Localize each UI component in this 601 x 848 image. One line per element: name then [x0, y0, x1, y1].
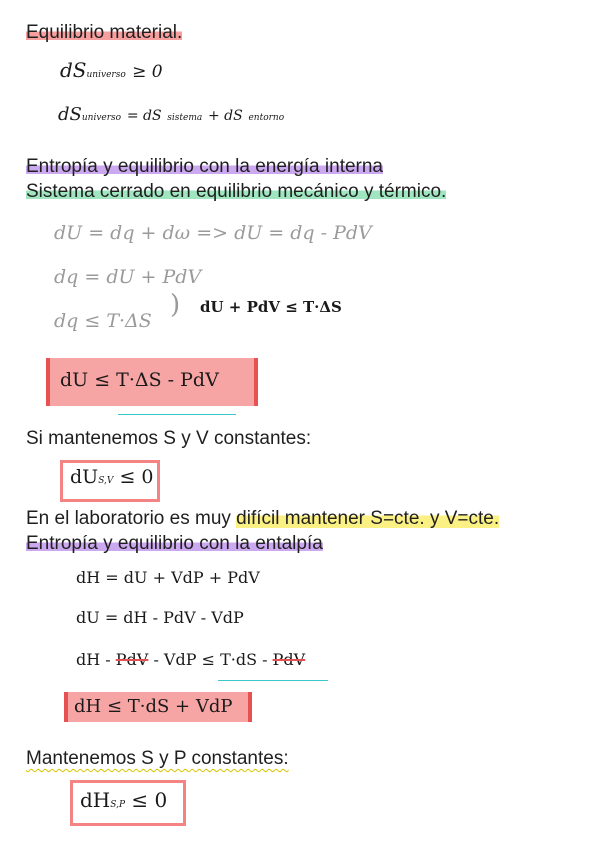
equation-boxed-dU: dU ≤ T·ΔS - PdV: [60, 369, 219, 391]
section-title-energia-interna: Entropía y equilibrio con la energía interna: [26, 156, 384, 177]
lab-note: En el laboratorio es muy difícil mantener S=cte. y V=cte.: [26, 508, 500, 529]
equation-dq: dq = dU + PdV: [54, 266, 202, 288]
result-dH-SP: dHS,P ≤ 0: [80, 788, 168, 812]
equation-dS-sum: dSuniverso = dS sistema + dS entorno: [58, 104, 285, 125]
cyan-underline-2: [218, 680, 328, 681]
section-title-entalpia: Entropía y equilibrio con la entalpía: [26, 533, 323, 554]
cyan-underline: [118, 414, 236, 415]
note-S-P-constantes: Mantenemos S y P constantes:: [26, 748, 289, 769]
equation-dU-from-dH: dU = dH - PdV - VdP: [76, 608, 244, 627]
section-title-equilibrio-material: Equilibrio material.: [26, 22, 183, 43]
equation-boxed-dH: dH ≤ T·dS + VdP: [74, 696, 233, 717]
equation-dq-inequality: dq ≤ T·ΔS: [54, 310, 152, 332]
result-dU-SV: dUS,V ≤ 0: [70, 466, 154, 488]
equation-combined: dU + PdV ≤ T·ΔS: [200, 298, 342, 316]
equation-dU-first-law: dU = dq + dω => dU = dq - PdV: [54, 222, 372, 244]
bracket-symbol: ): [170, 290, 181, 320]
note-S-V-constantes: Si mantenemos S y V constantes:: [26, 428, 312, 449]
equation-dH-substitution: dH - PdV - VdP ≤ T·dS - PdV: [76, 650, 306, 669]
equation-dS-universo: dSuniverso ≥ 0: [60, 58, 163, 82]
section-subtitle-sistema-cerrado: Sistema cerrado en equilibrio mecánico y térmico.: [26, 181, 447, 202]
equation-dH-def: dH = dU + VdP + PdV: [76, 568, 260, 587]
